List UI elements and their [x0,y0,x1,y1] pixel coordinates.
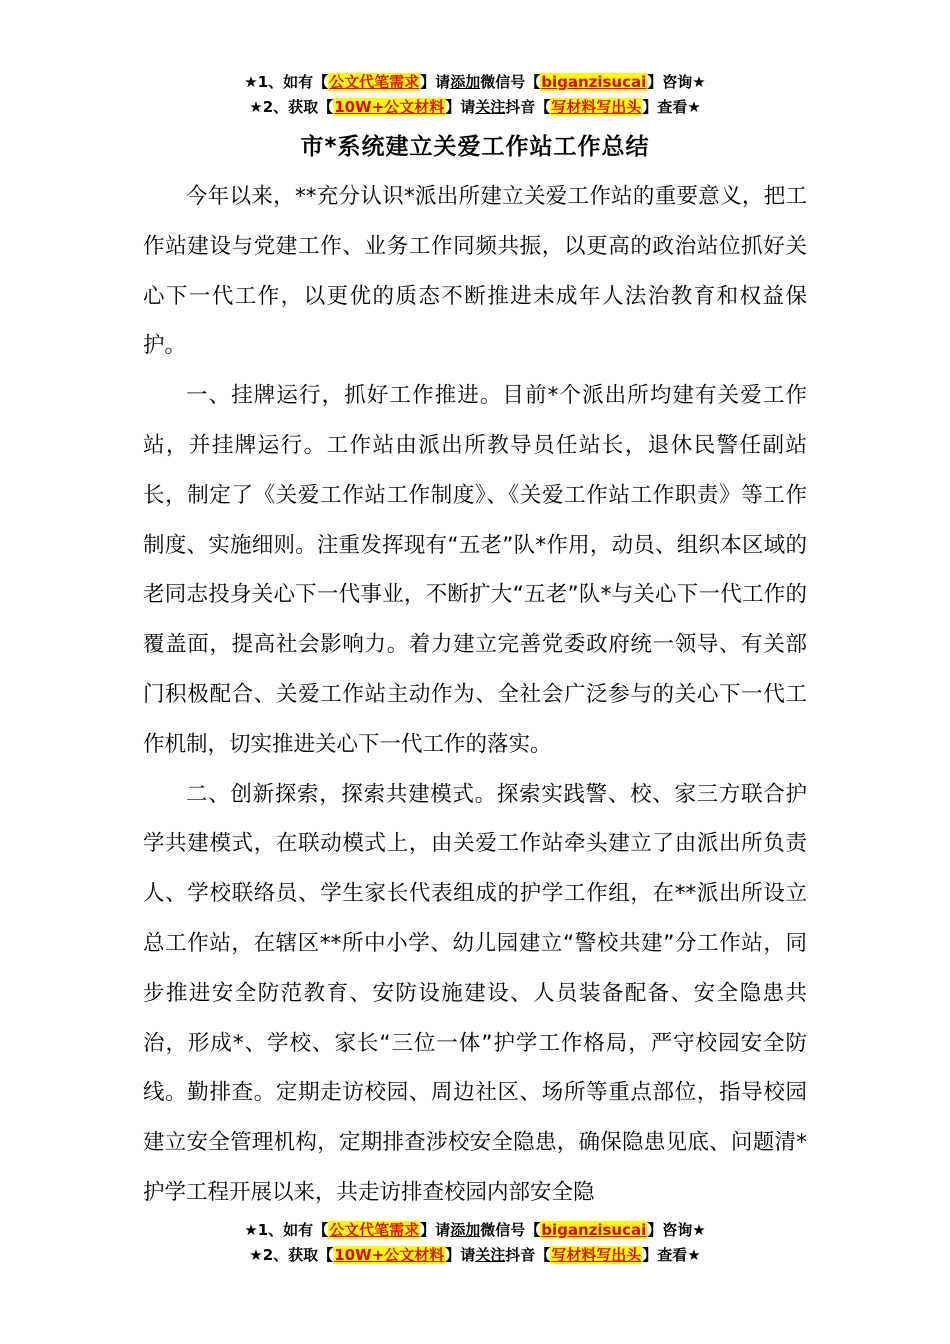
banner-text: ★2、获取【 [249,1246,334,1264]
banner-text: ★1、如有【 [244,1221,329,1239]
banner-text: 】请 [445,1246,476,1264]
banner-underline: 关注 [475,1246,506,1264]
banner-text: ★1、如有【 [244,73,329,91]
banner-line-1 [0,70,950,95]
paragraph-intro: 今年以来，**充分认识*派出所建立关爱工作站的重要意义，把工作站建设与党建工作、业务工作同频共振，以更高的政治站位抓好关心下一代工作，以更优的质态不断推进未成年人法治教育和权益保护。 [143,184,807,359]
footer-banner [0,1218,950,1268]
banner-text: 】请 [420,1221,451,1239]
banner-line-2 [0,1243,950,1268]
banner-text: 】请 [445,98,476,116]
banner-line-2 [0,95,950,120]
banner-text: ★2、获取【 [249,98,334,116]
header-banner [0,70,950,120]
banner-line-1 [0,1218,950,1243]
banner-highlight-id: biganzisucai [541,1221,647,1239]
banner-highlight-id: biganzisucai [541,73,647,91]
document-body [143,172,807,1218]
banner-underline: 添加 [450,1221,481,1239]
banner-underline: 关注 [475,98,506,116]
banner-text: 微信号【 [480,73,541,91]
banner-highlight: 写材料写出头 [551,1246,642,1264]
document-title: 市*系统建立关爱工作站工作总结 [300,134,650,160]
banner-highlight: 10W+公文材料 [334,98,445,116]
paragraph-section-2: 二、创新探索，探索共建模式。探索实践警、校、家三方联合护学共建模式，在联动模式上，由关爱工作站牵头建立了由派出所负责人、学校联络员、学生家长代表组成的护学工作组，在**派出所设立总工作站，在辖区**所中小学、幼儿园建立“警校共建”分工作站，同步推进安全防范教育、安防设施建设、人员装备配备、安全隐患共治，形成*、学校、家长“三位一体”护学工作格局，严守校园安全防线。勤排查。定期走访校园、周边社区、场所等重点部位，指导校园建立安全管理机构，定期排查涉校安全隐患，确保隐患见底、问题清*护学工程开展以来，共走访排查校园内部安全隐 [143,781,807,1205]
banner-highlight: 10W+公文材料 [334,1246,445,1264]
banner-highlight: 公文代笔需求 [329,1221,420,1239]
banner-text: 微信号【 [480,1221,541,1239]
banner-text: 】咨询★ [647,1221,706,1239]
paragraph-section-1: 一、挂牌运行，抓好工作推进。目前*个派出所均建有关爱工作站，并挂牌运行。工作站由派出所教导员任站长，退休民警任副站长，制定了《关爱工作站工作制度》、《关爱工作站工作职责》等工作制度、实施细则。注重发挥现有“五老”队*作用，动员、组织本区域的老同志投身关心下一代事业，不断扩大“五老”队*与关心下一代工作的覆盖面，提高社会影响力。着力建立完善党委政府统一领导、有关部门积极配合、关爱工作站主动作为、全社会广泛参与的关心下一代工作机制，切实推进关心下一代工作的落实。 [143,383,807,757]
banner-text: 抖音【 [505,98,551,116]
banner-highlight: 写材料写出头 [551,98,642,116]
banner-underline: 添加 [450,73,481,91]
banner-text: 抖音【 [505,1246,551,1264]
banner-text: 】查看★ [642,1246,701,1264]
banner-text: 】请 [420,73,451,91]
banner-text: 】查看★ [642,98,701,116]
banner-text: 】咨询★ [647,73,706,91]
banner-highlight: 公文代笔需求 [329,73,420,91]
